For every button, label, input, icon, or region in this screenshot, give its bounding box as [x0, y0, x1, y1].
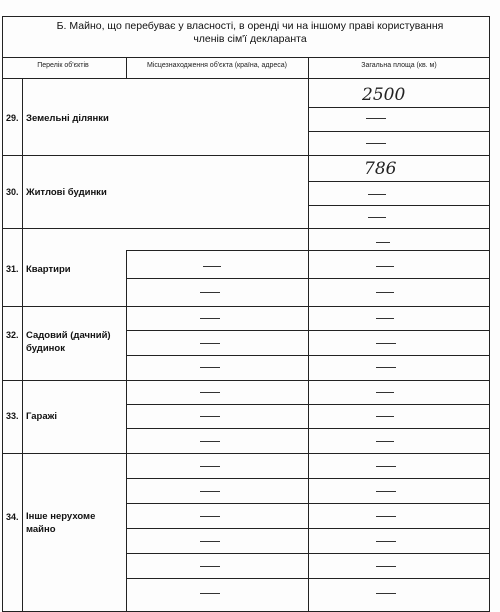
- blank-field-dash: [376, 566, 396, 567]
- row-number: 29.: [6, 113, 19, 123]
- sub-row-rule: [308, 205, 490, 206]
- blank-field-dash: [376, 416, 394, 417]
- header-bottom-rule: [2, 78, 490, 79]
- number-column-rule: [22, 78, 23, 612]
- blank-field-dash: [376, 466, 396, 467]
- row-label: Житлові будинки: [26, 187, 107, 198]
- row-number: 34.: [6, 512, 19, 522]
- sub-row-rule: [126, 250, 490, 251]
- row-label: Квартири: [26, 264, 71, 275]
- blank-field-dash: [368, 194, 386, 195]
- row-number: 31.: [6, 264, 19, 274]
- row-separator: [2, 453, 490, 454]
- sub-row-rule: [126, 503, 490, 504]
- row-label: Земельні ділянки: [26, 113, 109, 124]
- blank-field-dash: [376, 541, 396, 542]
- blank-field-dash: [200, 416, 220, 417]
- header-top-rule: [2, 57, 490, 58]
- sub-row-rule: [126, 330, 490, 331]
- section-title: [0, 20, 500, 46]
- blank-field-dash: [200, 292, 220, 293]
- section-title-line1: Б. Майно, що перебуває у власності, в оренді чи на іншому праві користування: [56, 20, 444, 32]
- handwritten-area-value: 786: [364, 159, 397, 179]
- sub-row-rule: [126, 428, 490, 429]
- sub-row-rule: [126, 404, 490, 405]
- blank-field-dash: [376, 392, 394, 393]
- blank-field-dash: [376, 242, 390, 243]
- header-divider-1: [126, 57, 127, 78]
- blank-field-dash: [200, 491, 220, 492]
- row-separator: [2, 228, 490, 229]
- blank-field-dash: [200, 566, 220, 567]
- sub-row-rule: [308, 131, 490, 132]
- blank-field-dash: [203, 266, 221, 267]
- blank-field-dash: [200, 367, 220, 368]
- blank-field-dash: [200, 466, 220, 467]
- blank-field-dash: [200, 318, 220, 319]
- row-separator: [2, 380, 490, 381]
- row-label: Гаражі: [26, 411, 58, 422]
- location-column-rule: [126, 250, 127, 612]
- blank-field-dash: [376, 292, 394, 293]
- sub-row-rule: [126, 578, 490, 579]
- blank-field-dash: [200, 541, 220, 542]
- sub-row-rule: [126, 278, 490, 279]
- blank-field-dash: [200, 593, 220, 594]
- blank-field-dash: [376, 318, 394, 319]
- blank-field-dash: [376, 367, 396, 368]
- sub-row-rule: [126, 355, 490, 356]
- handwritten-area-value: 2500: [362, 85, 406, 105]
- row-number: 33.: [6, 411, 19, 421]
- sub-row-rule: [126, 478, 490, 479]
- column-header-area: Загальна площа (кв. м): [361, 62, 437, 69]
- sub-row-rule: [126, 528, 490, 529]
- blank-field-dash: [200, 343, 220, 344]
- sub-row-rule: [308, 181, 490, 182]
- row-separator: [2, 155, 490, 156]
- blank-field-dash: [200, 392, 220, 393]
- row-separator: [2, 306, 490, 307]
- blank-field-dash: [376, 593, 396, 594]
- blank-field-dash: [200, 516, 220, 517]
- row-number: 30.: [6, 187, 19, 197]
- row-label: Інше нерухоме майно: [26, 511, 96, 535]
- blank-field-dash: [376, 343, 396, 344]
- blank-field-dash: [376, 491, 396, 492]
- column-header-objects: Перелік об'єктів: [37, 62, 89, 69]
- column-header-location: Місцезнаходження об'єкта (країна, адреса): [147, 62, 287, 69]
- blank-field-dash: [368, 217, 386, 218]
- blank-field-dash: [366, 143, 386, 144]
- sub-row-rule: [308, 107, 490, 108]
- sub-row-rule: [126, 553, 490, 554]
- blank-field-dash: [366, 118, 386, 119]
- section-title-line2: членів сім'ї декларанта: [193, 33, 307, 45]
- row-number: 32.: [6, 330, 19, 340]
- blank-field-dash: [376, 266, 394, 267]
- blank-field-dash: [200, 441, 220, 442]
- row-label: Садовий (дачний) будинок: [26, 330, 111, 354]
- blank-field-dash: [376, 441, 394, 442]
- blank-field-dash: [376, 516, 396, 517]
